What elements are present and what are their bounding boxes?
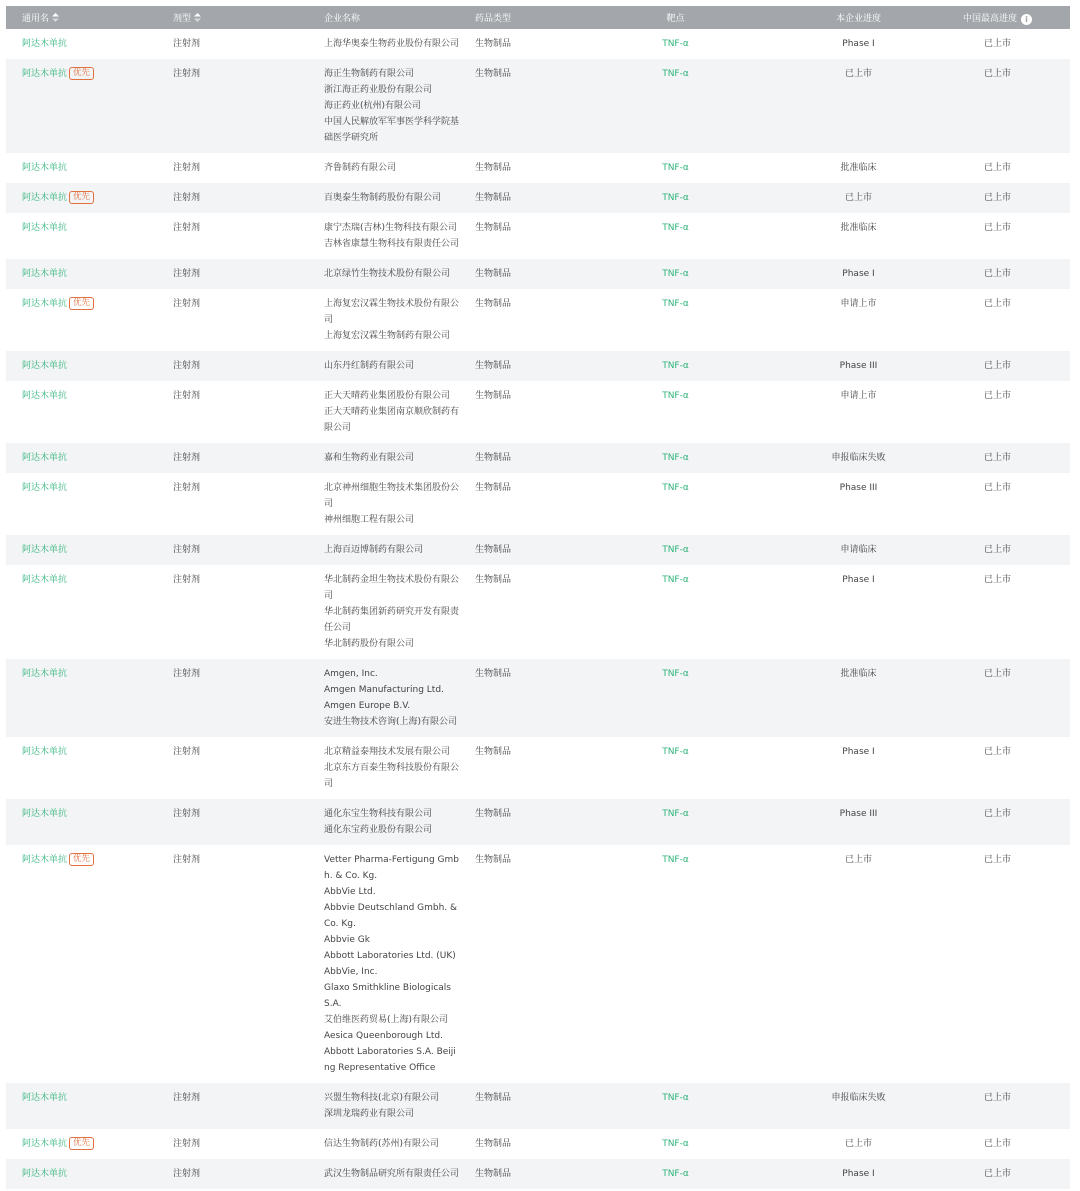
- cell-china-progress: 已上市: [925, 473, 1070, 535]
- table-row: [6, 183, 1070, 213]
- header-dosage-form[interactable]: 剂型: [157, 6, 308, 29]
- cell-company: [308, 535, 459, 565]
- cell-drug-type: 生物制品: [459, 565, 559, 659]
- cell-dosage-form: 注射剂: [157, 535, 308, 565]
- company-name: 北京精益泰翔技术发展有限公司: [324, 747, 451, 757]
- cell-dosage-form: 注射剂: [157, 659, 308, 737]
- cell-target: [559, 845, 792, 1083]
- cell-drug-type: 生物制品: [459, 183, 559, 213]
- drug-name-link[interactable]: 阿达木单抗: [22, 299, 68, 309]
- cell-dosage-form: 注射剂: [157, 289, 308, 351]
- table-row: [6, 289, 1070, 351]
- cell-drug-type: 生物制品: [459, 1129, 559, 1159]
- cell-drug-type: 生物制品: [459, 535, 559, 565]
- drug-table-container: [6, 6, 1070, 1189]
- header-target: 靶点: [559, 6, 792, 29]
- table-row: [6, 59, 1070, 153]
- cell-company: [308, 1159, 459, 1189]
- company-name: 正大天晴药业集团股份有限公司: [324, 391, 451, 401]
- cell-dosage-form: 注射剂: [157, 153, 308, 183]
- cell-company-progress: Phase I: [792, 737, 925, 799]
- company-name: 北京绿竹生物技术股份有限公司: [324, 269, 451, 279]
- cell-drug-type: 生物制品: [459, 659, 559, 737]
- cell-company-progress: Phase III: [792, 351, 925, 381]
- cell-target: [559, 153, 792, 183]
- cell-dosage-form: 注射剂: [157, 443, 308, 473]
- cell-target: [559, 29, 792, 59]
- cell-generic-name: [6, 59, 157, 153]
- cell-company-progress: 批准临床: [792, 153, 925, 183]
- cell-company: [308, 473, 459, 535]
- cell-target: [559, 351, 792, 381]
- cell-china-progress: 已上市: [925, 289, 1070, 351]
- target-link[interactable]: TNF-α: [662, 453, 689, 463]
- drug-name-link[interactable]: 阿达木单抗: [22, 669, 68, 679]
- cell-generic-name: [6, 473, 157, 535]
- cell-company: [308, 259, 459, 289]
- cell-target: [559, 1159, 792, 1189]
- target-link[interactable]: TNF-α: [662, 163, 689, 173]
- cell-company: [308, 59, 459, 153]
- company-name: 山东丹红制药有限公司: [324, 361, 415, 371]
- info-icon[interactable]: i: [1021, 14, 1032, 25]
- cell-drug-type: 生物制品: [459, 289, 559, 351]
- table-row: [6, 1083, 1070, 1129]
- cell-target: [559, 565, 792, 659]
- drug-name-link[interactable]: 阿达木单抗: [22, 575, 68, 585]
- cell-target: [559, 443, 792, 473]
- company-name: 神州细胞工程有限公司: [324, 515, 415, 525]
- drug-name-link[interactable]: 阿达木单抗: [22, 809, 68, 819]
- cell-target: [559, 381, 792, 443]
- cell-company-progress: Phase I: [792, 259, 925, 289]
- cell-drug-type: 生物制品: [459, 1083, 559, 1129]
- drug-name-link[interactable]: 阿达木单抗: [22, 453, 68, 463]
- cell-company-progress: 已上市: [792, 1129, 925, 1159]
- target-link[interactable]: TNF-α: [662, 39, 689, 49]
- sort-icon[interactable]: [194, 13, 201, 22]
- company-name: 上海华奥泰生物药业股份有限公司: [324, 39, 460, 49]
- cell-generic-name: [6, 183, 157, 213]
- cell-china-progress: 已上市: [925, 29, 1070, 59]
- table-row: [6, 565, 1070, 659]
- cell-drug-type: 生物制品: [459, 381, 559, 443]
- company-name: 康宁杰瑞(吉林)生物科技有限公司: [324, 223, 458, 233]
- company-name: 华北制药集团新药研究开发有限责任公司: [324, 607, 460, 633]
- cell-china-progress: 已上市: [925, 535, 1070, 565]
- target-link[interactable]: TNF-α: [662, 855, 689, 865]
- company-name: 中国人民解放军军事医学科学院基础医学研究所: [324, 117, 460, 143]
- cell-generic-name: [6, 737, 157, 799]
- target-link[interactable]: TNF-α: [662, 69, 689, 79]
- company-name: 北京东方百泰生物科技股份有限公司: [324, 763, 460, 789]
- cell-china-progress: 已上市: [925, 1159, 1070, 1189]
- cell-drug-type: 生物制品: [459, 29, 559, 59]
- target-link[interactable]: TNF-α: [662, 669, 689, 679]
- cell-company: [308, 29, 459, 59]
- cell-generic-name: [6, 1129, 157, 1159]
- cell-company: [308, 153, 459, 183]
- header-china-progress: 中国最高进度 i: [925, 6, 1070, 29]
- cell-company: [308, 381, 459, 443]
- header-drug-type: 药品类型: [459, 6, 559, 29]
- company-name: Amgen, Inc.: [324, 669, 378, 679]
- company-name: Abbott Laboratories S.A. Beijing Representative Office: [324, 1047, 456, 1073]
- priority-badge: 优先: [69, 67, 94, 80]
- company-name: 海正生物制药有限公司: [324, 69, 415, 79]
- cell-china-progress: 已上市: [925, 659, 1070, 737]
- cell-china-progress: 已上市: [925, 565, 1070, 659]
- cell-dosage-form: 注射剂: [157, 1129, 308, 1159]
- drug-name-link[interactable]: 阿达木单抗: [22, 1169, 68, 1179]
- cell-generic-name: [6, 443, 157, 473]
- table-row: [6, 213, 1070, 259]
- cell-dosage-form: 注射剂: [157, 213, 308, 259]
- cell-generic-name: [6, 799, 157, 845]
- cell-generic-name: [6, 845, 157, 1083]
- company-name: 上海复宏汉霖生物技术股份有限公司: [324, 299, 460, 325]
- target-link[interactable]: TNF-α: [662, 809, 689, 819]
- cell-drug-type: 生物制品: [459, 213, 559, 259]
- company-name: 上海百迈博制药有限公司: [324, 545, 424, 555]
- target-link[interactable]: TNF-α: [662, 361, 689, 371]
- cell-drug-type: 生物制品: [459, 443, 559, 473]
- company-name: 齐鲁制药有限公司: [324, 163, 397, 173]
- company-name: Vetter Pharma-Fertigung Gmbh. & Co. Kg.: [324, 855, 459, 881]
- cell-company: [308, 565, 459, 659]
- company-name: 华北制药股份有限公司: [324, 639, 415, 649]
- company-name: AbbVie Ltd.: [324, 887, 376, 897]
- header-generic-name[interactable]: 通用名: [6, 6, 157, 29]
- cell-generic-name: [6, 1083, 157, 1129]
- cell-china-progress: 已上市: [925, 183, 1070, 213]
- company-name: 海正药业(杭州)有限公司: [324, 101, 422, 111]
- cell-china-progress: 已上市: [925, 351, 1070, 381]
- company-name: Aesica Queenborough Ltd.: [324, 1031, 443, 1041]
- cell-target: [559, 535, 792, 565]
- target-link[interactable]: TNF-α: [662, 483, 689, 493]
- priority-badge: 优先: [69, 297, 94, 310]
- cell-company: [308, 659, 459, 737]
- cell-company-progress: Phase III: [792, 473, 925, 535]
- table-row: [6, 29, 1070, 59]
- sort-icon[interactable]: [52, 13, 59, 22]
- cell-company: [308, 183, 459, 213]
- cell-china-progress: 已上市: [925, 443, 1070, 473]
- header-company-progress: 本企业进度: [792, 6, 925, 29]
- company-name: 嘉和生物药业有限公司: [324, 453, 415, 463]
- table-row: [6, 381, 1070, 443]
- company-name: Abbvie Gk: [324, 935, 370, 945]
- drug-name-link[interactable]: 阿达木单抗: [22, 69, 68, 79]
- company-name: 兴盟生物科技(北京)有限公司: [324, 1093, 440, 1103]
- cell-company-progress: 已上市: [792, 845, 925, 1083]
- cell-company: [308, 845, 459, 1083]
- cell-generic-name: [6, 213, 157, 259]
- cell-generic-name: [6, 381, 157, 443]
- cell-dosage-form: 注射剂: [157, 351, 308, 381]
- table-row: [6, 1129, 1070, 1159]
- target-link[interactable]: TNF-α: [662, 747, 689, 757]
- target-link[interactable]: TNF-α: [662, 1093, 689, 1103]
- cell-company-progress: 申请临床: [792, 535, 925, 565]
- cell-dosage-form: 注射剂: [157, 737, 308, 799]
- drug-name-link[interactable]: 阿达木单抗: [22, 163, 68, 173]
- cell-generic-name: [6, 29, 157, 59]
- cell-dosage-form: 注射剂: [157, 1159, 308, 1189]
- table-row: [6, 845, 1070, 1083]
- target-link[interactable]: TNF-α: [662, 545, 689, 555]
- cell-china-progress: 已上市: [925, 1083, 1070, 1129]
- cell-china-progress: 已上市: [925, 259, 1070, 289]
- cell-china-progress: 已上市: [925, 1129, 1070, 1159]
- cell-dosage-form: 注射剂: [157, 473, 308, 535]
- cell-company-progress: 已上市: [792, 183, 925, 213]
- drug-name-link[interactable]: 阿达木单抗: [22, 1093, 68, 1103]
- cell-generic-name: [6, 1159, 157, 1189]
- cell-generic-name: [6, 351, 157, 381]
- cell-china-progress: 已上市: [925, 381, 1070, 443]
- target-link[interactable]: TNF-α: [662, 575, 689, 585]
- drug-name-link[interactable]: 阿达木单抗: [22, 391, 68, 401]
- company-name: 通化东宝生物科技有限公司: [324, 809, 433, 819]
- company-name: Glaxo Smithkline Biologicals S.A.: [324, 983, 451, 1009]
- table-row: [6, 737, 1070, 799]
- cell-china-progress: 已上市: [925, 213, 1070, 259]
- company-name: 上海复宏汉霖生物制药有限公司: [324, 331, 451, 341]
- company-name: AbbVie, Inc.: [324, 967, 378, 977]
- target-link[interactable]: TNF-α: [662, 223, 689, 233]
- cell-dosage-form: 注射剂: [157, 1083, 308, 1129]
- cell-dosage-form: 注射剂: [157, 259, 308, 289]
- table-row: [6, 659, 1070, 737]
- cell-company-progress: Phase I: [792, 29, 925, 59]
- cell-drug-type: 生物制品: [459, 737, 559, 799]
- cell-company-progress: 申请上市: [792, 381, 925, 443]
- cell-company-progress: Phase I: [792, 1159, 925, 1189]
- cell-target: [559, 659, 792, 737]
- company-name: 艾伯维医药贸易(上海)有限公司: [324, 1015, 449, 1025]
- drug-name-link[interactable]: 阿达木单抗: [22, 223, 68, 233]
- target-link[interactable]: TNF-α: [662, 193, 689, 203]
- company-name: 安进生物技术咨询(上海)有限公司: [324, 717, 458, 727]
- cell-dosage-form: 注射剂: [157, 845, 308, 1083]
- drug-name-link[interactable]: 阿达木单抗: [22, 193, 68, 203]
- cell-china-progress: 已上市: [925, 845, 1070, 1083]
- cell-drug-type: 生物制品: [459, 473, 559, 535]
- cell-generic-name: [6, 565, 157, 659]
- company-name: Abbvie Deutschland Gmbh. & Co. Kg.: [324, 903, 458, 929]
- target-link[interactable]: TNF-α: [662, 269, 689, 279]
- company-name: 百奥泰生物制药股份有限公司: [324, 193, 442, 203]
- cell-company-progress: 申报临床失败: [792, 443, 925, 473]
- drug-name-link[interactable]: 阿达木单抗: [22, 39, 68, 49]
- company-name: 浙江海正药业股份有限公司: [324, 85, 433, 95]
- cell-company-progress: 批准临床: [792, 213, 925, 259]
- cell-target: [559, 59, 792, 153]
- cell-drug-type: 生物制品: [459, 351, 559, 381]
- drug-name-link[interactable]: 阿达木单抗: [22, 747, 68, 757]
- cell-target: [559, 1129, 792, 1159]
- cell-china-progress: 已上市: [925, 737, 1070, 799]
- cell-company: [308, 443, 459, 473]
- cell-drug-type: 生物制品: [459, 1159, 559, 1189]
- cell-drug-type: 生物制品: [459, 59, 559, 153]
- cell-generic-name: [6, 535, 157, 565]
- table-body: [6, 29, 1070, 1189]
- drug-name-link[interactable]: 阿达木单抗: [22, 269, 68, 279]
- cell-dosage-form: 注射剂: [157, 799, 308, 845]
- cell-company-progress: 已上市: [792, 59, 925, 153]
- company-name: 正大天晴药业集团南京顺欣制药有限公司: [324, 407, 460, 433]
- priority-badge: 优先: [69, 191, 94, 204]
- table-row: [6, 535, 1070, 565]
- company-name: 深圳龙瑞药业有限公司: [324, 1109, 415, 1119]
- cell-company-progress: 批准临床: [792, 659, 925, 737]
- company-name: 北京神州细胞生物技术集团股份公司: [324, 483, 460, 509]
- cell-company-progress: 申报临床失败: [792, 1083, 925, 1129]
- company-name: Amgen Manufacturing Ltd.: [324, 685, 444, 695]
- cell-company: [308, 1083, 459, 1129]
- cell-target: [559, 737, 792, 799]
- drug-name-link[interactable]: 阿达木单抗: [22, 1139, 68, 1149]
- drug-name-link[interactable]: 阿达木单抗: [22, 855, 68, 865]
- table-header-row: [6, 6, 1070, 29]
- cell-drug-type: 生物制品: [459, 259, 559, 289]
- cell-target: [559, 183, 792, 213]
- cell-generic-name: [6, 259, 157, 289]
- target-link[interactable]: TNF-α: [662, 1169, 689, 1179]
- cell-company: [308, 1129, 459, 1159]
- company-name: 通化东宝药业股份有限公司: [324, 825, 433, 835]
- cell-company: [308, 799, 459, 845]
- cell-generic-name: [6, 659, 157, 737]
- cell-target: [559, 473, 792, 535]
- table-row: [6, 799, 1070, 845]
- cell-dosage-form: 注射剂: [157, 29, 308, 59]
- cell-dosage-form: 注射剂: [157, 381, 308, 443]
- cell-target: [559, 213, 792, 259]
- cell-china-progress: 已上市: [925, 799, 1070, 845]
- cell-china-progress: 已上市: [925, 59, 1070, 153]
- cell-target: [559, 799, 792, 845]
- drug-table: [6, 6, 1070, 1189]
- cell-company: [308, 737, 459, 799]
- cell-dosage-form: 注射剂: [157, 183, 308, 213]
- drug-name-link[interactable]: 阿达木单抗: [22, 361, 68, 371]
- cell-company: [308, 351, 459, 381]
- table-row: [6, 259, 1070, 289]
- company-name: 华北制药金坦生物技术股份有限公司: [324, 575, 460, 601]
- cell-target: [559, 1083, 792, 1129]
- cell-drug-type: 生物制品: [459, 845, 559, 1083]
- cell-target: [559, 259, 792, 289]
- target-link[interactable]: TNF-α: [662, 299, 689, 309]
- table-row: [6, 153, 1070, 183]
- cell-china-progress: 已上市: [925, 153, 1070, 183]
- drug-name-link[interactable]: 阿达木单抗: [22, 483, 68, 493]
- cell-dosage-form: 注射剂: [157, 59, 308, 153]
- cell-company: [308, 213, 459, 259]
- priority-badge: 优先: [69, 853, 94, 866]
- cell-generic-name: [6, 289, 157, 351]
- cell-company-progress: Phase III: [792, 799, 925, 845]
- cell-company-progress: Phase I: [792, 565, 925, 659]
- cell-dosage-form: 注射剂: [157, 565, 308, 659]
- priority-badge: 优先: [69, 1137, 94, 1150]
- company-name: 信达生物制药(苏州)有限公司: [324, 1139, 440, 1149]
- table-row: [6, 473, 1070, 535]
- header-company: 企业名称: [308, 6, 459, 29]
- cell-company-progress: 申请上市: [792, 289, 925, 351]
- company-name: Amgen Europe B.V.: [324, 701, 411, 711]
- cell-generic-name: [6, 153, 157, 183]
- company-name: 武汉生物制品研究所有限责任公司: [324, 1169, 460, 1179]
- drug-name-link[interactable]: 阿达木单抗: [22, 545, 68, 555]
- cell-company: [308, 289, 459, 351]
- cell-drug-type: 生物制品: [459, 153, 559, 183]
- table-row: [6, 351, 1070, 381]
- company-name: 吉林省康慧生物科技有限责任公司: [324, 239, 460, 249]
- target-link[interactable]: TNF-α: [662, 391, 689, 401]
- table-row: [6, 443, 1070, 473]
- company-name: Abbott Laboratories Ltd. (UK): [324, 951, 456, 961]
- table-row: [6, 1159, 1070, 1189]
- target-link[interactable]: TNF-α: [662, 1139, 689, 1149]
- cell-target: [559, 289, 792, 351]
- cell-drug-type: 生物制品: [459, 799, 559, 845]
